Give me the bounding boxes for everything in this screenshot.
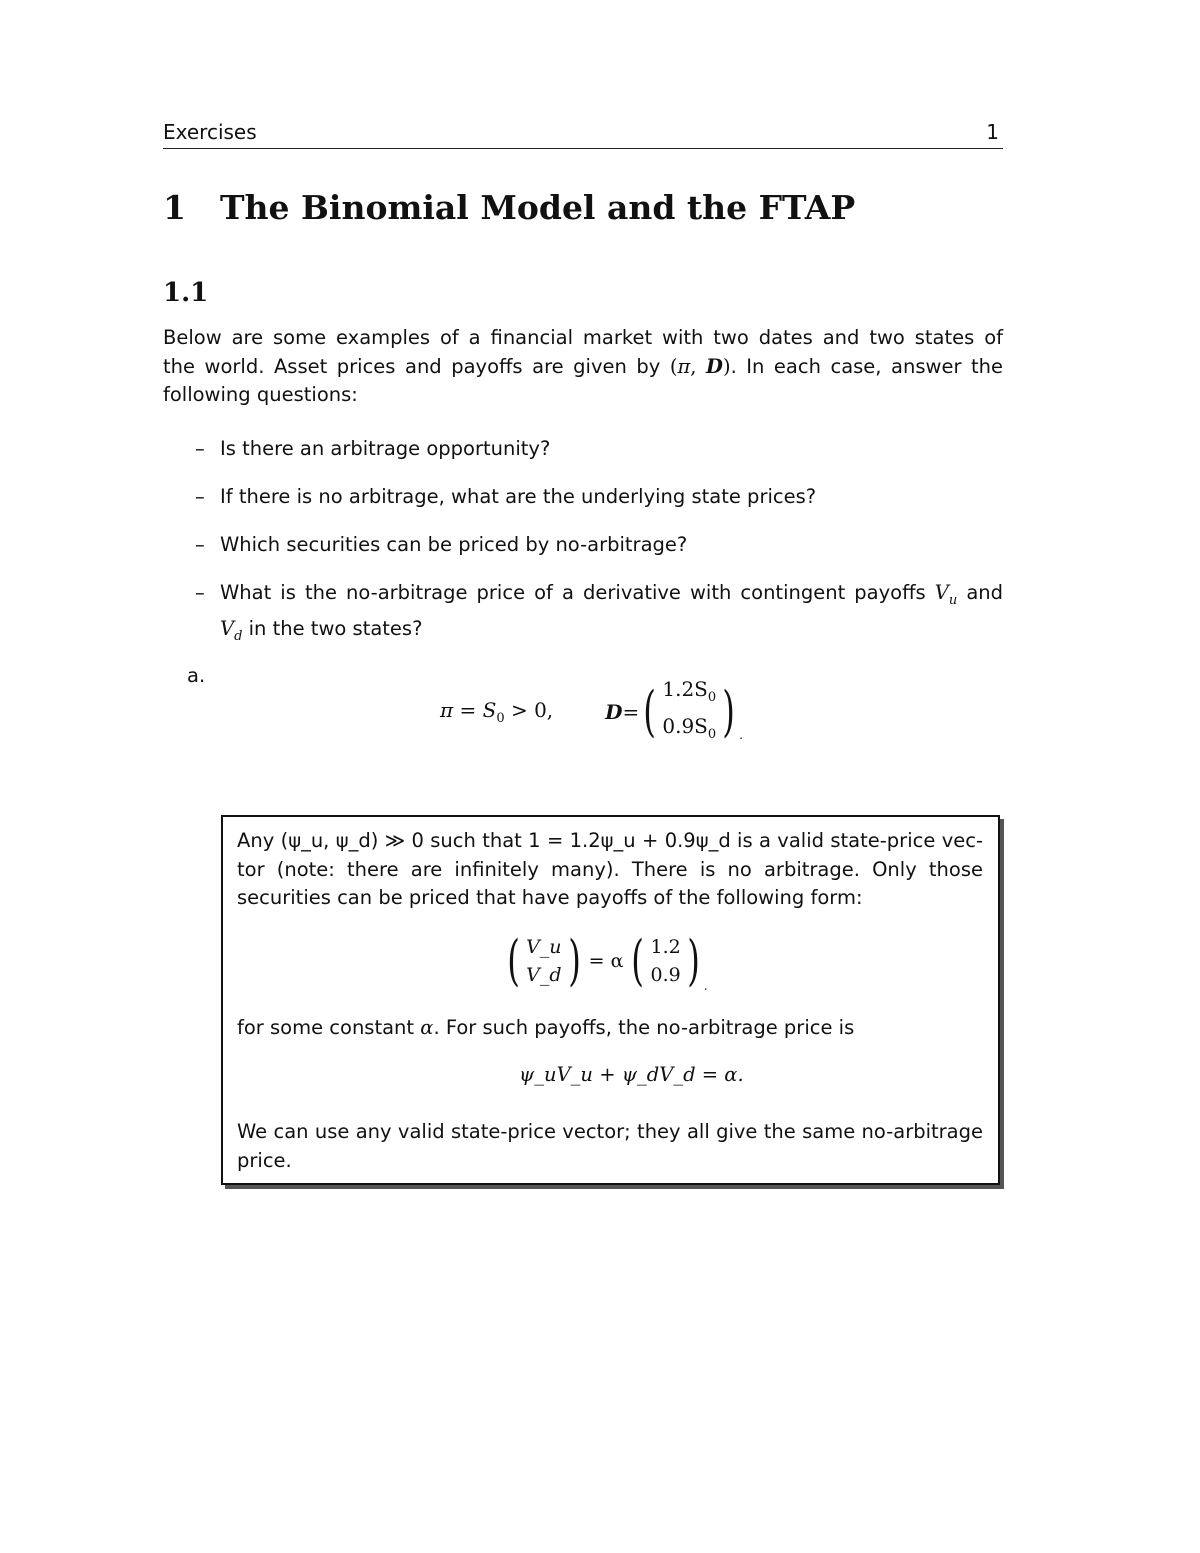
payoff-vector-left: ( V_u V_d ) xyxy=(507,929,581,992)
intro-line-2: the world. Asset prices and payoffs are given by (π, D). In each case, answer the xyxy=(163,354,1003,378)
answer-line-6: price. xyxy=(237,1148,292,1172)
list-dash: – xyxy=(195,485,205,508)
question-text: If there is no arbitrage, what are the underlying state prices? xyxy=(220,485,817,508)
payoff-vector-right: ( 1.2 0.9 ) xyxy=(631,929,700,992)
payoff-matrix-label: D xyxy=(605,700,623,724)
part-a-label: a. xyxy=(187,664,206,687)
page-number: 1 xyxy=(986,120,999,144)
payoff-form-equation: ( V_u V_d ) = α ( 1.2 0.9 ) . xyxy=(503,929,708,993)
section-heading xyxy=(163,188,855,227)
list-dash: – xyxy=(195,533,205,556)
answer-paragraph-2 xyxy=(237,1014,983,1043)
section-title-text: The Binomial Model and the FTAP xyxy=(220,188,856,227)
list-dash: – xyxy=(195,581,205,604)
answer-box xyxy=(221,815,1000,1185)
section-number: 1 xyxy=(163,188,186,227)
question-text-cont: $V_d$ in the two states? xyxy=(220,617,423,645)
answer-line-1: Any (ψ_u, ψ_d) ≫ 0 such that 1 = 1.2ψ_u + 0.9ψ_d is a valid state-price vec- xyxy=(237,829,983,852)
intro-paragraph xyxy=(163,324,1003,410)
header-title: Exercises xyxy=(163,120,257,144)
intro-line-3: following questions: xyxy=(163,383,358,407)
answer-line-3: securities can be priced that have payoffs of the following form: xyxy=(237,886,863,910)
question-text: Which securities can be priced by no-arbitrage? xyxy=(220,533,688,556)
payoff-vector: ( $1.2S_0$ $0.9S_0$ ) xyxy=(643,677,736,743)
subsection-heading: 1.1 xyxy=(163,278,209,308)
answer-line-2: tor (note: there are infinitely many). There is no arbitrage. Only those xyxy=(237,857,983,881)
question-text: Is there an arbitrage opportunity? xyxy=(220,437,551,460)
intro-line-1: Below are some examples of a financial market with two dates and two states of xyxy=(163,326,1003,349)
list-dash: – xyxy=(195,437,205,460)
price-equation: ψ_uV_u + ψ_dV_d = α. xyxy=(519,1063,744,1086)
part-a-equation: $\pi = S_0 > 0$, D = ( $1.2S_0$ $0.9S_0$ ) . xyxy=(440,682,743,742)
running-header xyxy=(163,120,1003,149)
answer-paragraph-3 xyxy=(237,1118,983,1175)
answer-paragraph-1 xyxy=(237,827,983,913)
answer-line-5: We can use any valid state-price vector; they all give the same no-arbitrage xyxy=(237,1120,983,1143)
answer-line-4: for some constant α. For such payoffs, the no-arbitrage price is xyxy=(237,1016,855,1039)
question-text: What is the no-arbitrage price of a derivative with contingent payoffs $V_u$ and xyxy=(220,581,1004,608)
pi-d-pair: (π, D) xyxy=(669,354,731,378)
